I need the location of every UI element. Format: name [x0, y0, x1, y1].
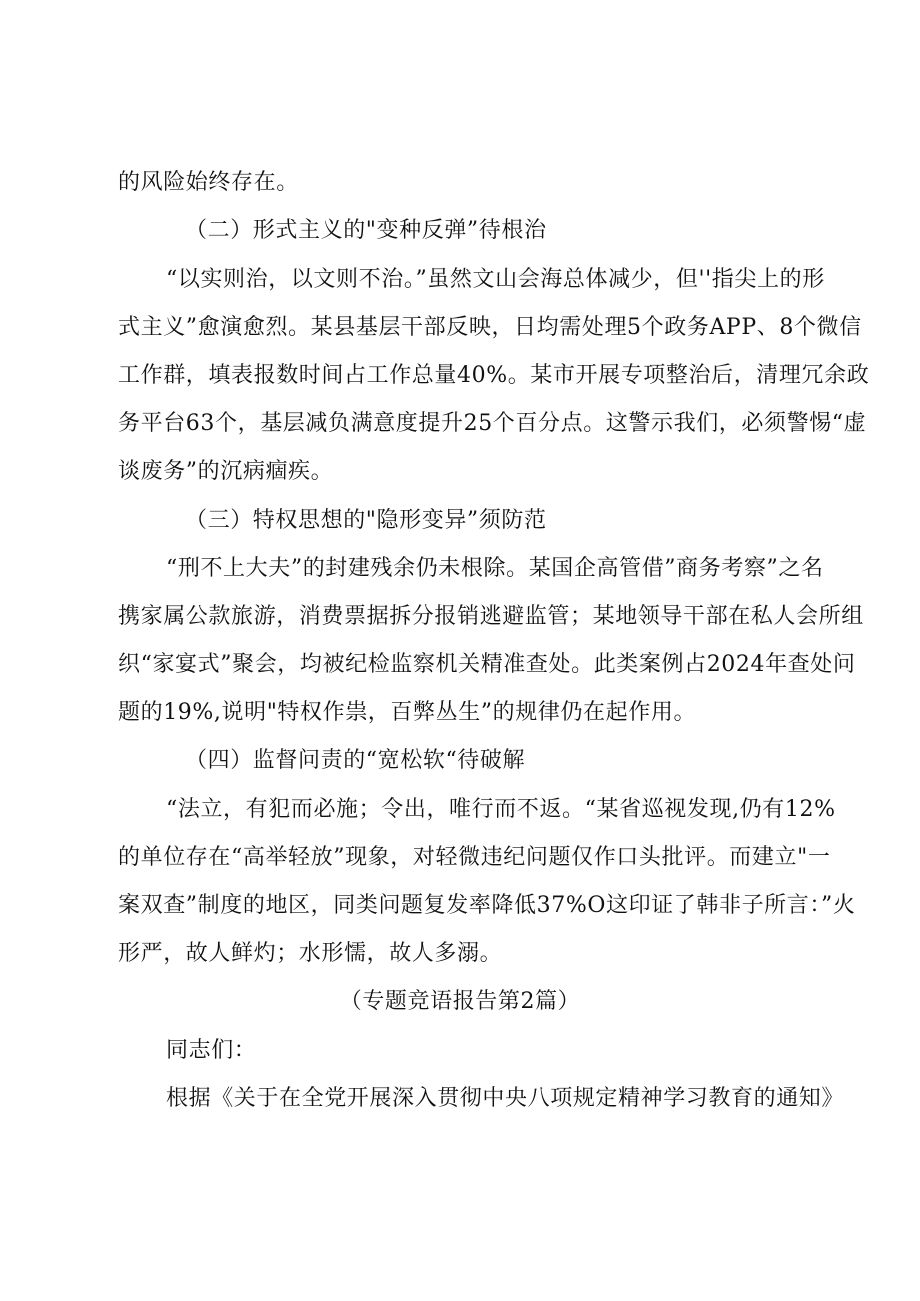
- paragraph-line: “法立，有犯而必施；令出，唯行而不返。“某省巡视发现,仍有12%: [166, 797, 836, 822]
- paragraph-line: 工作群，填表报数时间占工作总量40%。某市开展专项整治后，清理冗余政: [118, 363, 870, 388]
- paragraph-line: 携家属公款旅游，消费票据拆分报销逃避监管；某地领导干部在私人会所组: [118, 604, 864, 629]
- paragraph-line: 式主义”愈演愈烈。某县基层干部反映，日均需处理5个政务APP、8个微信: [118, 315, 862, 340]
- paragraph-line: 题的19%,说明"特权作祟，百弊丛生”的规律仍在起作用。: [118, 700, 697, 725]
- paragraph-line: 织“家宴式”聚会，均被纪检监察机关精准查处。此类案例占2024年查处问: [118, 652, 856, 677]
- paragraph-line: “以实则治，以文则不治。”虽然文山会海总体减少，但''指尖上的形: [166, 267, 825, 292]
- paragraph-line: 务平台63个，基层减负满意度提升25个百分点。这警示我们，必须警惕“虚: [118, 411, 867, 436]
- section-title: （专题竞语报告第2篇）: [339, 989, 581, 1014]
- paragraph-line: 形严，故人鲜灼；水形懦，故人多溺。: [118, 941, 503, 966]
- section-heading-2: （二）形式主义的"变种反弹”待根治: [185, 218, 547, 243]
- paragraph-line: 根据《关于在全党开展深入贯彻中央八项规定精神学习教育的通知》: [166, 1086, 845, 1111]
- paragraph-line: 的风险始终存在。: [118, 170, 299, 195]
- paragraph-line: 谈废务”的沉病痼疾。: [118, 459, 334, 484]
- greeting: 同志们：: [166, 1038, 257, 1063]
- section-heading-3: （三）特权思想的"隐形变异”须防范: [185, 508, 547, 533]
- section-heading-4: （四）监督问责的“宽松软“待破解: [185, 748, 526, 773]
- paragraph-line: 案双查”制度的地区，同类问题复发率降低37%O这印证了韩非子所言：”火: [118, 893, 856, 918]
- paragraph-line: 的单位存在“高举轻放”现象，对轻微违纪问题仅作口头批评。而建立"一: [118, 845, 831, 870]
- paragraph-line: “刑不上大夫”的封建残余仍未根除。某国企高管借”商务考察”之名: [166, 556, 824, 581]
